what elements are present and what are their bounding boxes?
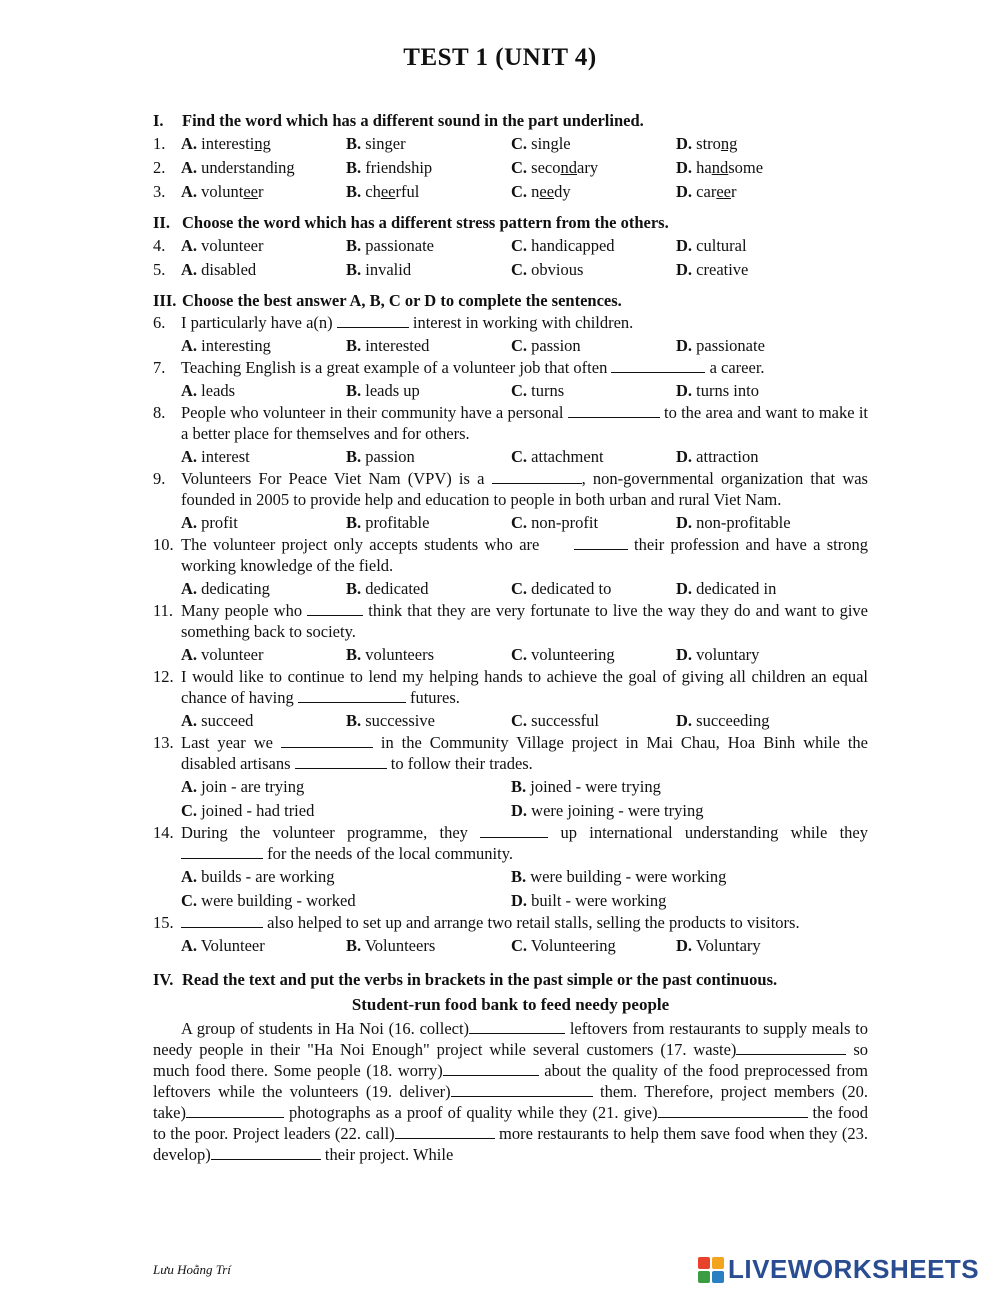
answer-blank[interactable]	[568, 403, 660, 418]
option-a: A. interest	[181, 446, 250, 466]
question-5: 5. A. disabled B. invalid C. obvious D. creative	[153, 257, 868, 281]
option-d: D. creative	[676, 259, 749, 279]
option-a: A. interesting	[181, 133, 271, 153]
option-b: B. leads up	[346, 380, 420, 400]
option-b: B. successive	[346, 710, 435, 730]
question-10: 10. The volunteer project only accepts students who are their profession and have a strong working knowledge of the field.	[153, 535, 868, 575]
option-b: B. singer	[346, 133, 406, 153]
question-11: 11. Many people who think that they are very fortunate to live the way they do and want to give something back to society.	[153, 601, 868, 641]
option-c: C. volunteering	[511, 644, 615, 664]
option-c: C. needy	[511, 181, 571, 201]
option-d: D. voluntary	[676, 644, 760, 664]
option-a: A. interesting	[181, 335, 271, 355]
option-d: D. non-profitable	[676, 512, 791, 532]
option-a: A. join - are trying	[181, 776, 305, 796]
option-c: C. joined - had tried	[181, 800, 315, 820]
options-8	[181, 444, 868, 468]
answer-blank-18[interactable]	[443, 1061, 539, 1076]
answer-blank[interactable]	[611, 358, 705, 373]
options-11	[181, 642, 868, 666]
option-a: A. disabled	[181, 259, 257, 279]
option-d: D. passionate	[676, 335, 765, 355]
logo-tile	[712, 1257, 724, 1269]
option-d: D. career	[676, 181, 737, 201]
answer-blank[interactable]	[574, 535, 628, 550]
logo-tile	[698, 1271, 710, 1283]
question-4: 4. A. volunteer B. passionate C. handicapped D. cultural	[153, 233, 868, 257]
option-b: B. were building - were working	[511, 866, 727, 886]
option-a: A. Volunteer	[181, 935, 265, 955]
option-d: D. dedicated in	[676, 578, 777, 598]
answer-blank-22[interactable]	[395, 1124, 495, 1139]
options-15	[181, 933, 868, 957]
option-d: D. handsome	[676, 157, 764, 177]
option-d: D. strong	[676, 133, 738, 153]
section-heading-2: II. Choose the word which has a different stress pattern from the others.	[153, 213, 669, 232]
option-c: C. single	[511, 133, 571, 153]
answer-blank[interactable]	[337, 313, 409, 328]
answer-blank-19[interactable]	[451, 1082, 593, 1097]
option-b: B. volunteers	[346, 644, 434, 664]
option-d: D. Voluntary	[676, 935, 761, 955]
option-d: D. succeeding	[676, 710, 770, 730]
logo-text: LIVEWORKSHEETS	[728, 1254, 980, 1284]
answer-blank[interactable]	[298, 688, 406, 703]
options-10	[181, 576, 868, 600]
option-a: A. succeed	[181, 710, 254, 730]
question-12: 12. I would like to continue to lend my helping hands to achieve the goal of giving all children an equal chance of having futures.	[153, 667, 868, 707]
option-b: B. invalid	[346, 259, 412, 279]
options-14-row-1	[181, 864, 868, 888]
option-c: C. handicapped	[511, 235, 615, 255]
option-a: A. volunteer	[181, 235, 264, 255]
option-b: B. passion	[346, 446, 415, 466]
option-a: A. volunteer	[181, 644, 264, 664]
answer-blank[interactable]	[281, 733, 373, 748]
option-c: C. successful	[511, 710, 599, 730]
question-9: 9. Volunteers For Peace Viet Nam (VPV) is a , non-governmental organization that was founded in 2005 to provide help and education to people in both urban and rural Viet Nam.	[153, 469, 868, 509]
answer-blank-16[interactable]	[469, 1019, 565, 1034]
option-a: A. profit	[181, 512, 238, 532]
options-9	[181, 510, 868, 534]
reading-title: Student-run food bank to feed needy people	[351, 995, 670, 1014]
option-b: B. interested	[346, 335, 430, 355]
question-2: 2. A. understanding B. friendship C. secondary D. handsome	[153, 155, 868, 179]
question-8: 8. People who volunteer in their community have a personal to the area and want to make it a better place for themselves and for others.	[153, 403, 869, 443]
option-c: C. were building - worked	[181, 890, 356, 910]
option-b: B. joined - were trying	[511, 776, 661, 796]
option-b: B. friendship	[346, 157, 433, 177]
logo-tile	[712, 1271, 724, 1283]
option-a: A. understanding	[181, 157, 295, 177]
answer-blank[interactable]	[181, 844, 263, 859]
options-13-row-1	[181, 774, 868, 798]
reading-passage: A group of students in Ha Noi (16. collect) leftovers from restaurants to supply meals to needy people in their "Ha Noi Enough" project while several customers (17. waste) so much food there. Some people (18. worry) about the quality of the food preprocessed from leftovers while the volunteers (19. deliver) them. Therefore, project members (20. take) photographs as a proof of quality while they (21. give) the food to the poor. Project leaders (22. call) more restaurants to help them save food when they (23. develop) their project. While	[153, 1019, 869, 1164]
question-3: 3. A. volunteer B. cheerful C. needy D. career	[153, 179, 868, 203]
answer-blank-17[interactable]	[736, 1040, 846, 1055]
option-a: A. leads	[181, 380, 236, 400]
question-6: 6. I particularly have a(n) interest in working with children.	[153, 313, 634, 332]
option-c: C. dedicated to	[511, 578, 612, 598]
options-7	[181, 378, 868, 402]
options-6	[181, 333, 868, 357]
option-b: B. profitable	[346, 512, 430, 532]
question-14: 14. During the volunteer programme, they up international understanding while they for the needs of the local community.	[153, 823, 868, 863]
question-15: 15. also helped to set up and arrange two retail stalls, selling the products to visitors.	[153, 913, 800, 932]
logo-tile	[698, 1257, 710, 1269]
section-heading-4: IV. Read the text and put the verbs in brackets in the past simple or the past continuous.	[153, 970, 778, 989]
answer-blank-20[interactable]	[186, 1103, 284, 1118]
option-d: D. cultural	[676, 235, 747, 255]
option-d: D. attraction	[676, 446, 759, 466]
answer-blank-21[interactable]	[658, 1103, 808, 1118]
answer-blank[interactable]	[492, 469, 582, 484]
option-c: C. attachment	[511, 446, 604, 466]
answer-blank[interactable]	[181, 913, 263, 928]
liveworksheets-logo[interactable]	[698, 1254, 979, 1285]
options-12	[181, 708, 868, 732]
option-c: C. obvious	[511, 259, 584, 279]
page-title: TEST 1 (UNIT 4)	[403, 44, 597, 71]
logo-grid-icon	[698, 1257, 724, 1283]
option-c: C. non-profit	[511, 512, 599, 532]
option-c: C. turns	[511, 380, 565, 400]
option-c: C. Volunteering	[511, 935, 616, 955]
answer-blank-23[interactable]	[211, 1145, 321, 1160]
options-14-row-2	[181, 888, 868, 912]
options-13-row-2	[181, 798, 868, 822]
option-c: C. passion	[511, 335, 581, 355]
option-c: C. secondary	[511, 157, 599, 177]
answer-blank[interactable]	[307, 601, 363, 616]
section-heading-3: III. Choose the best answer A, B, C or D to complete the sentences.	[153, 291, 622, 310]
option-b: B. cheerful	[346, 181, 420, 201]
question-13: 13. Last year we in the Community Village project in Mai Chau, Hoa Binh while the disabled artisans to follow their trades.	[153, 733, 869, 773]
author-footer: Lưu Hoằng Trí	[153, 1262, 231, 1277]
question-1: 1. A. interesting B. singer C. single D. strong	[153, 131, 868, 155]
option-b: B. dedicated	[346, 578, 429, 598]
option-b: B. Volunteers	[346, 935, 436, 955]
option-d: D. built - were working	[511, 890, 667, 910]
answer-blank[interactable]	[480, 823, 548, 838]
section-heading-1: I. Find the word which has a different sound in the part underlined.	[153, 111, 644, 130]
option-a: A. dedicating	[181, 578, 270, 598]
answer-blank[interactable]	[295, 754, 387, 769]
option-b: B. passionate	[346, 235, 434, 255]
question-7: 7. Teaching English is a great example of a volunteer job that often a career.	[153, 358, 765, 377]
option-d: D. turns into	[676, 380, 759, 400]
option-d: D. were joining - were trying	[511, 800, 704, 820]
worksheet-content	[153, 110, 868, 1165]
option-a: A. builds - are working	[181, 866, 335, 886]
option-a: A. volunteer	[181, 181, 264, 201]
